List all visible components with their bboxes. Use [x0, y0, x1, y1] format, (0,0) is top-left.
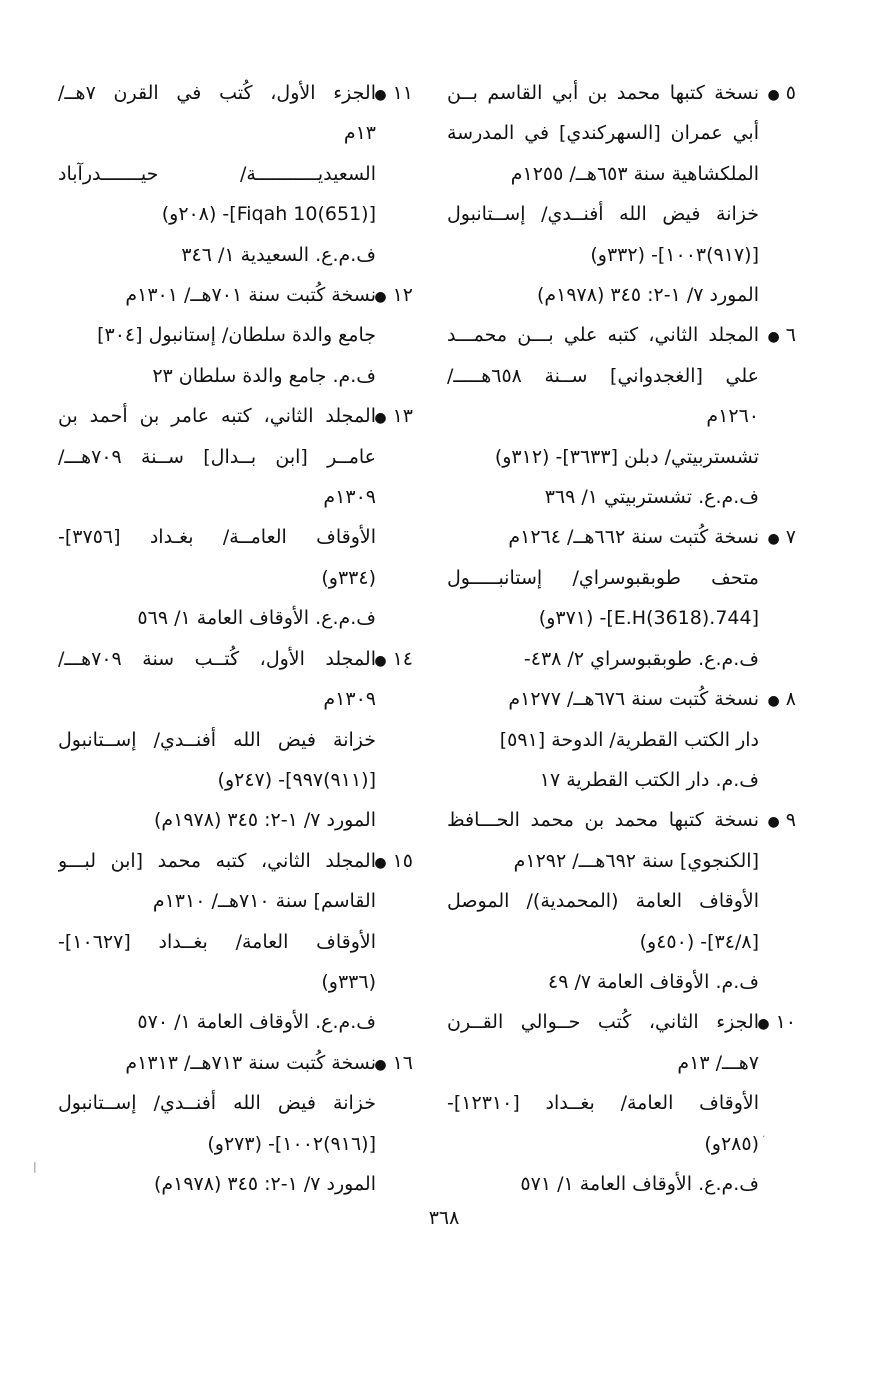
entry-7	[447, 517, 796, 679]
entry-line: ف.م.ع. الأوقاف العامة ١/ ٥٦٩	[137, 607, 376, 630]
entry-line: (٣٣٦و)	[321, 970, 376, 993]
entry-line: [(٩١٦)١٠٠٢]- (٢٧٣و)	[207, 1132, 376, 1155]
entry-5	[447, 73, 796, 315]
entry-line: متحف طوبقبوسراي/ إستانبـــــول	[447, 566, 759, 589]
entry-10	[447, 1002, 796, 1204]
entry-number: ١٤ ●	[374, 647, 413, 670]
entry-line: ف.م.ع. طوبقبوسراي ٢/ ٤٣٨-	[523, 647, 759, 670]
page-number: ٣٦٨	[428, 1207, 460, 1229]
entry-line: الجزء الثاني، كُتب حــوالي القــرن	[447, 1011, 759, 1034]
entry-line: [٣٤/٨]- (٤٥٠و)	[639, 930, 759, 953]
entry-line: المورد ٧/ ١-٢: ٣٤٥ (١٩٧٨م)	[153, 1172, 376, 1195]
left-column	[58, 73, 413, 1204]
entry-line: الجزء الأول، كُتب في القرن ٧هــ/	[58, 82, 376, 104]
entry-line: نسخة كُتبت سنة ٧٠١هــ/ ١٣٠١م	[125, 284, 376, 307]
entry-9	[447, 800, 796, 1002]
entry-line: نسخة كتبها محمد بن محمد الحـــافظ	[447, 809, 759, 832]
entry-14	[58, 639, 413, 841]
entry-number: ١٣ ●	[374, 405, 413, 428]
entry-line: تشستربيتي/ دبلن [٣٦٣٣]- (٣١٢و)	[494, 445, 759, 468]
entry-line: أبي عمران [السهركندي] في المدرسة	[447, 122, 759, 145]
entry-line: ف.م.ع. الأوقاف العامة ١/ ٥٧٠	[137, 1011, 376, 1034]
entry-number: ١١ ●	[374, 82, 413, 104]
entry-15	[58, 841, 413, 1043]
entry-line: (٣٣٤و)	[321, 566, 376, 589]
entry-number: ٥ ●	[767, 82, 796, 104]
entry-number: ٦ ●	[767, 324, 796, 347]
entry-number: ١٢ ●	[374, 284, 413, 307]
entry-line: ٧هـــ/ ١٣م	[677, 1051, 759, 1074]
entry-line: ١٣٠٩م	[323, 688, 376, 711]
entry-line: علي [الغجدواني] ســنة ٦٥٨هـــــ/	[447, 364, 759, 387]
entry-number: ١٠ ●	[757, 1011, 796, 1034]
scan-speck: |	[33, 1160, 37, 1173]
entry-line: نسخة كُتبت سنة ٧١٣هــ/ ١٣١٣م	[125, 1051, 376, 1074]
entry-line: [(٩١١)٩٩٧]- (٢٤٧و)	[217, 768, 376, 791]
entry-line: نسخة كُتبت سنة ٦٦٢هــ/ ١٢٦٤م	[508, 526, 759, 549]
entry-line: الأوقاف العامة (المحمدية)/ الموصل	[447, 890, 759, 913]
entry-line: خزانة فيض الله أفنــدي/ إســتانبول	[58, 728, 376, 751]
entry-6	[447, 315, 796, 517]
entry-11	[58, 73, 413, 275]
entry-number: ٨ ●	[767, 688, 796, 711]
entry-line: ١٣م	[343, 122, 376, 145]
entry-line: ف.م. دار الكتب القطرية ١٧	[539, 768, 759, 791]
entry-16	[58, 1043, 413, 1205]
entry-line: خزانة فيض الله أفنــدي/ إســتانبول	[447, 203, 759, 226]
entry-line: ف.م. الأوقاف العامة ٧/ ٤٩	[548, 970, 759, 993]
entry-line: عامــر [ابن بــدال] ســنة ٧٠٩هـــ/	[58, 445, 376, 468]
entry-line: جامع والدة سلطان/ إستانبول [٣٠٤]	[97, 324, 376, 347]
right-column	[447, 73, 796, 1204]
entry-line: المجلد الثاني، كتبه محمد [ابن لبـــو	[58, 849, 376, 872]
entry-line: ١٢٦٠م	[706, 405, 759, 428]
entry-line: السعيديـــــــــــة/ حيـــــــدرآباد	[58, 162, 376, 185]
entry-line: المجلد الثاني، كتبه عامر بن أحمد بن	[58, 405, 376, 428]
entry-8	[447, 679, 796, 800]
entry-line: ١٣٠٩م	[323, 486, 376, 509]
entry-line: القاسم] سنة ٧١٠هــ/ ١٣١٠م	[152, 890, 376, 913]
entry-line: [(٩١٧)١٠٠٣]- (٣٣٢و)	[590, 243, 759, 266]
entry-line: [الكنجوي] سنة ٦٩٢هـــ/ ١٢٩٢م	[513, 849, 759, 872]
entry-line: خزانة فيض الله أفنــدي/ إســتانبول	[58, 1092, 376, 1115]
entry-number: ٧ ●	[767, 526, 796, 549]
entry-line: المجلد الأول، كُتــب سنة ٧٠٩هـــ/	[58, 647, 376, 670]
entry-number: ٩ ●	[767, 809, 796, 832]
entry-line: ف.م. جامع والدة سلطان ٢٣	[152, 364, 376, 387]
entry-line: الأوقاف العامة/ بغــداد [١٠٦٢٧]-	[58, 930, 376, 953]
entry-line: ف.م.ع. الأوقاف العامة ١/ ٥٧١	[520, 1172, 759, 1195]
entry-line: المورد ٧/ ١-٢: ٣٤٥ (١٩٧٨م)	[536, 284, 759, 307]
entry-line: (٢٨٥و)	[704, 1132, 759, 1155]
entry-line: نسخة كتبها محمد بن أبي القاسم بــن	[447, 82, 759, 104]
entry-number: ١٥ ●	[374, 849, 413, 872]
entry-line: ف.م.ع. تشستربيتي ١/ ٣٦٩	[544, 486, 759, 509]
entry-line: المجلد الثاني، كتبه علي بـــن محمـــد	[447, 324, 759, 347]
entry-line: الأوقاف العامــة/ بغـداد [٣٧٥٦]-	[58, 526, 376, 549]
entry-line: الأوقاف العامة/ بغــداد [١٢٣١٠]-	[447, 1092, 759, 1115]
entry-line: [744.E.H(3618)]- (٣٧١و)	[538, 607, 759, 630]
entry-line: ف.م.ع. السعيدية ١/ ٣٤٦	[181, 243, 376, 266]
entry-line: دار الكتب القطرية/ الدوحة [٥٩١]	[499, 728, 759, 751]
entry-line: المورد ٧/ ١-٢: ٣٤٥ (١٩٧٨م)	[153, 809, 376, 832]
entry-12	[58, 275, 413, 396]
entry-number: ١٦ ●	[374, 1051, 413, 1074]
entry-line: نسخة كُتبت سنة ٦٧٦هــ/ ١٢٧٧م	[508, 688, 759, 711]
entry-line: [Fiqah 10(651)]- (٢٠٨و)	[161, 203, 376, 226]
scan-speck: .	[762, 1127, 766, 1140]
entry-13	[58, 396, 413, 638]
entry-line: الملكشاهية سنة ٦٥٣هــ/ ١٢٥٥م	[510, 162, 759, 185]
